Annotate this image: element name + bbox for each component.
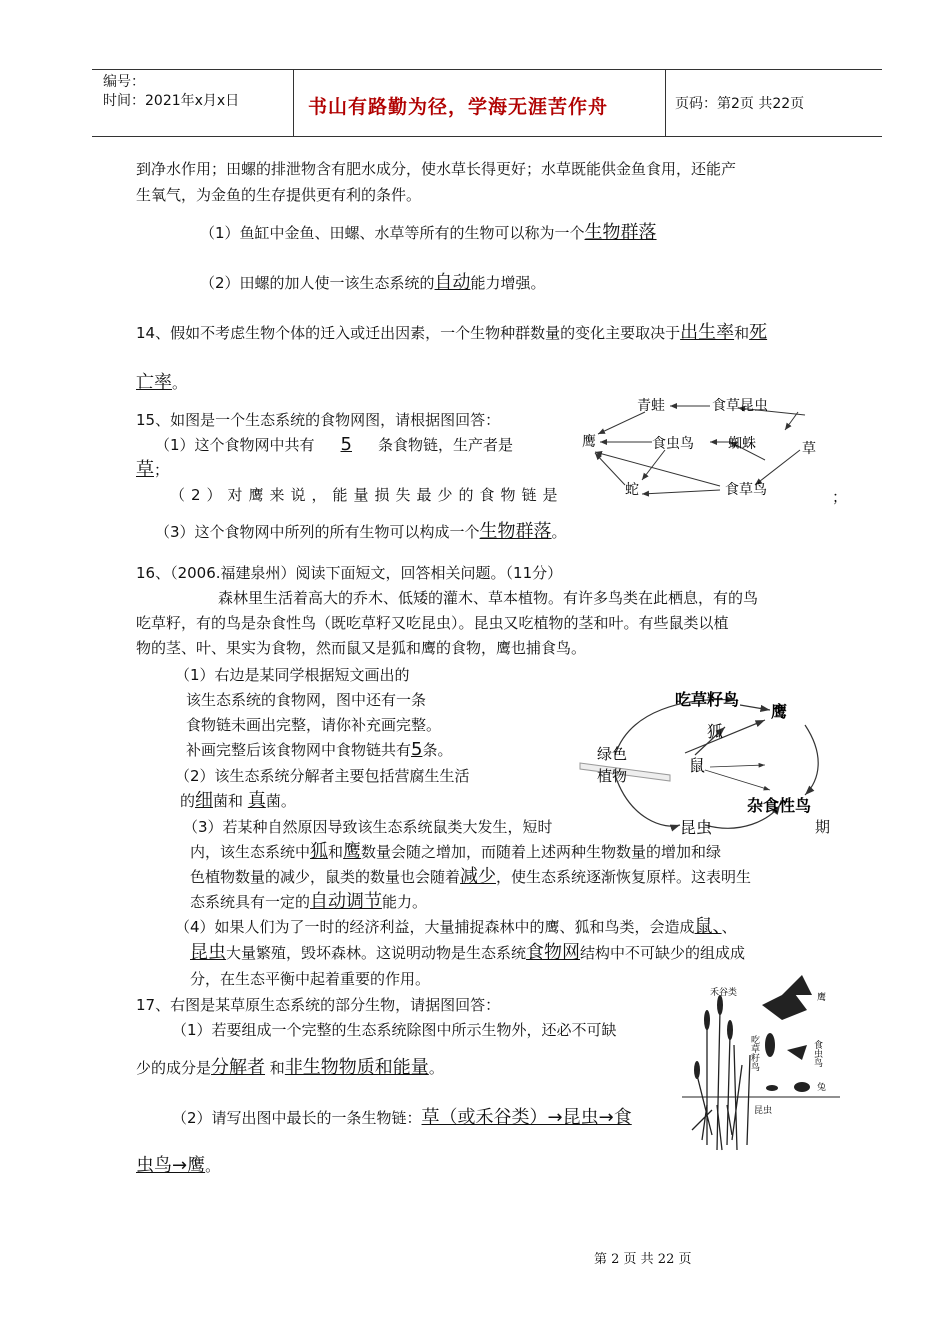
doc-number-label: 编号： [103, 74, 145, 90]
text: 期 [815, 818, 831, 836]
node-snake: 蛇 [625, 482, 639, 498]
text: 菌和 [213, 792, 244, 810]
question-15-2: （2）对鹰来说，能量损失最少的食物链是 [170, 486, 564, 504]
node-seed-bird: 吃草籽鸟 [675, 690, 740, 709]
passage-line: 吃草籽，有的鸟是杂食性鸟（既吃草籽又吃昆虫）。昆虫又吃植物的茎和叶。有些鼠类以植 [136, 614, 729, 632]
question-16-3 [190, 866, 751, 888]
answer: 5 [340, 434, 352, 455]
header-divider [293, 70, 294, 136]
label-grain: 禾谷类 [710, 988, 738, 998]
text: 和 [734, 324, 750, 342]
text: （1）这个食物网中共有 [155, 436, 315, 454]
food-web-diagram-16 [575, 685, 835, 845]
node-fox: 狐 [707, 722, 724, 741]
question-16-1: （1）右边是某同学根据短文画出的 [175, 666, 410, 684]
question-16-1: 食物链未画出完整，请你补充画完整。 [186, 716, 442, 734]
node-insect: 昆虫 [680, 818, 713, 837]
node-eagle: 鹰 [582, 434, 596, 450]
text: 的 [180, 792, 196, 810]
text: 条。 [422, 741, 453, 759]
answer: 鹰 [343, 841, 362, 862]
answer: 真 [247, 790, 266, 811]
answer: 亡率 [136, 372, 172, 393]
text: 14、假如不考虑生物个体的迁入或迁出因素，一个生物种群数量的变化主要取决于 [136, 324, 681, 342]
text: ； [832, 488, 848, 506]
question-15-3 [155, 521, 567, 543]
question-16-2 [180, 790, 296, 812]
question-14-cont [136, 372, 187, 394]
question-15-1-cont [136, 459, 169, 481]
passage-line: 森林里生活着高大的乔木、低矮的灌木、草本植物。有许多鸟类在此栖息，有的鸟 [218, 589, 759, 607]
passage-line: 物的茎、叶、果实为食物，然而鼠又是狐和鹰的食物，鹰也捕食鸟。 [136, 639, 587, 657]
text: 补画完整后该食物网中食物链共有 [186, 741, 412, 759]
label-insect: 昆虫 [754, 1106, 773, 1116]
header-bottom-rule [92, 136, 882, 137]
question-16-4 [175, 916, 737, 938]
label-insect-bird: 食虫鸟 [812, 1040, 822, 1067]
node-grasshopper: 食草昆虫 [712, 398, 768, 414]
question-16-2: （2）该生态系统分解者主要包括营腐生生活 [175, 767, 470, 785]
question-16-3: （3）若某种自然原因导致该生态系统鼠类大发生，短时 [183, 818, 553, 836]
question-16-3 [190, 891, 427, 913]
node-omnivore-bird: 杂食性鸟 [747, 796, 812, 815]
text: 和 [328, 843, 344, 861]
answer: 狐 [310, 841, 329, 862]
text: 。 [205, 1157, 221, 1175]
answer: 5 [411, 739, 423, 760]
grassland-illustration [682, 965, 840, 1170]
text: （1）鱼缸中金鱼、田螺、水草等所有的生物可以称为一个 [200, 224, 585, 242]
text: 大量繁殖，毁坏森林。这说明动物是生态系统 [226, 944, 527, 962]
answer: 昆虫 [190, 942, 226, 963]
answer: 自动 [434, 272, 471, 293]
text: （4）如果人们为了一时的经济利益，大量捕捉森林中的鹰、狐和鸟类，会造成 [175, 918, 695, 936]
text: 和 [269, 1059, 285, 1077]
text: 。 [172, 374, 188, 392]
question-16: 16、（2006.福建泉州）阅读下面短文，回答相关问题。（11分） [136, 564, 563, 582]
text: 能力。 [382, 893, 428, 911]
question-17-1: （1）若要组成一个完整的生态系统除图中所示生物外，还必不可缺 [172, 1021, 617, 1039]
text: 内，该生态系统中 [190, 843, 311, 861]
node-grain-bird: 食草鸟 [725, 482, 767, 498]
question-16-1: 该生态系统的食物网，图中还有一条 [186, 691, 427, 709]
question-16-4: 分，在生态平衡中起着重要的作用。 [190, 970, 431, 988]
node-plants-2: 植物 [597, 767, 628, 785]
text: 、 [721, 918, 737, 936]
text: 色植物数量的减少，鼠类的数量也会随着 [190, 868, 461, 886]
answer: 死 [749, 322, 768, 343]
text: 条食物链，生产者是 [378, 436, 514, 454]
question-13-2 [200, 272, 546, 294]
text: （2）田螺的加人使一该生态系统的 [200, 274, 435, 292]
text-line: 到净水作用；田螺的排泄物含有肥水成分，使水草长得更好；水草既能供金鱼食用，还能产 [136, 160, 737, 178]
text-line: 生氧气，为金鱼的生存提供更有利的条件。 [136, 186, 422, 204]
text: 态系统具有一定的 [190, 893, 311, 911]
answer: 生物群落 [584, 222, 657, 243]
footer-page-number: 第 2 页 共 22 页 [594, 1252, 692, 1267]
node-frog: 青蛙 [637, 398, 665, 414]
node-eagle: 鹰 [771, 702, 788, 721]
question-14 [136, 322, 767, 344]
doc-time-label: 时间：2021年x月x日 [103, 93, 240, 109]
text: 结构中不可缺少的组成成 [580, 944, 746, 962]
node-mouse: 鼠 [689, 756, 706, 775]
answer: 细 [195, 790, 214, 811]
header-divider [665, 70, 666, 136]
text: 。 [428, 1059, 444, 1077]
page-number-label: 页码：第2页 共22页 [675, 96, 805, 112]
answer: 减少 [460, 866, 497, 887]
text: ； [154, 461, 170, 479]
answer: 非生物物质和能量 [284, 1057, 429, 1078]
label-eagle: 鹰 [817, 993, 827, 1003]
question-16-1 [186, 739, 452, 761]
header-top-rule [92, 69, 882, 70]
header-motto: 书山有路勤为径，学海无涯苦作舟 [308, 96, 609, 118]
answer: 自动调节 [310, 891, 383, 912]
text: 能力增强。 [470, 274, 546, 292]
text: 数量会随之增加，而随着上述两种生物数量的增加和绿 [361, 843, 722, 861]
text: 少的成分是 [136, 1059, 212, 1077]
answer: 鼠、 [694, 916, 722, 937]
text: 。 [551, 523, 567, 541]
food-web-diagram-15 [570, 390, 840, 505]
node-insect-bird: 食虫鸟 [652, 436, 694, 452]
answer: 草 [136, 459, 154, 480]
answer: 虫鸟→鹰 [136, 1155, 206, 1176]
answer: 分解者 [211, 1057, 266, 1078]
text: （3）这个食物网中所列的所有生物可以构成一个 [155, 523, 480, 541]
question-17-1 [136, 1057, 444, 1079]
answer: 生物群落 [479, 521, 552, 542]
label-rabbit: 兔 [817, 1083, 827, 1093]
question-17-2 [172, 1107, 632, 1129]
label-seed-bird: 吃草籽鸟 [749, 1035, 759, 1071]
node-grass: 草 [802, 441, 816, 457]
question-17: 17、右图是某草原生态系统的部分生物，请据图回答： [136, 996, 501, 1014]
node-spider: 蜘蛛 [728, 436, 756, 452]
question-15-1 [155, 434, 513, 456]
question-13-1 [200, 222, 657, 244]
text: 菌。 [265, 792, 296, 810]
question-16-4 [190, 942, 745, 964]
text: ，使生态系统逐渐恢复原样。这表明生 [496, 868, 752, 886]
text: （2）请写出图中最长的一条生物链： [172, 1109, 422, 1127]
answer: 食物网 [526, 942, 581, 963]
answer: 出生率 [680, 322, 735, 343]
answer: 草（或禾谷类）→昆虫→食 [421, 1107, 632, 1128]
question-15: 15、如图是一个生态系统的食物网图，请根据图回答： [136, 411, 501, 429]
node-plants-1: 绿色 [597, 745, 628, 763]
question-17-2-cont [136, 1155, 220, 1177]
